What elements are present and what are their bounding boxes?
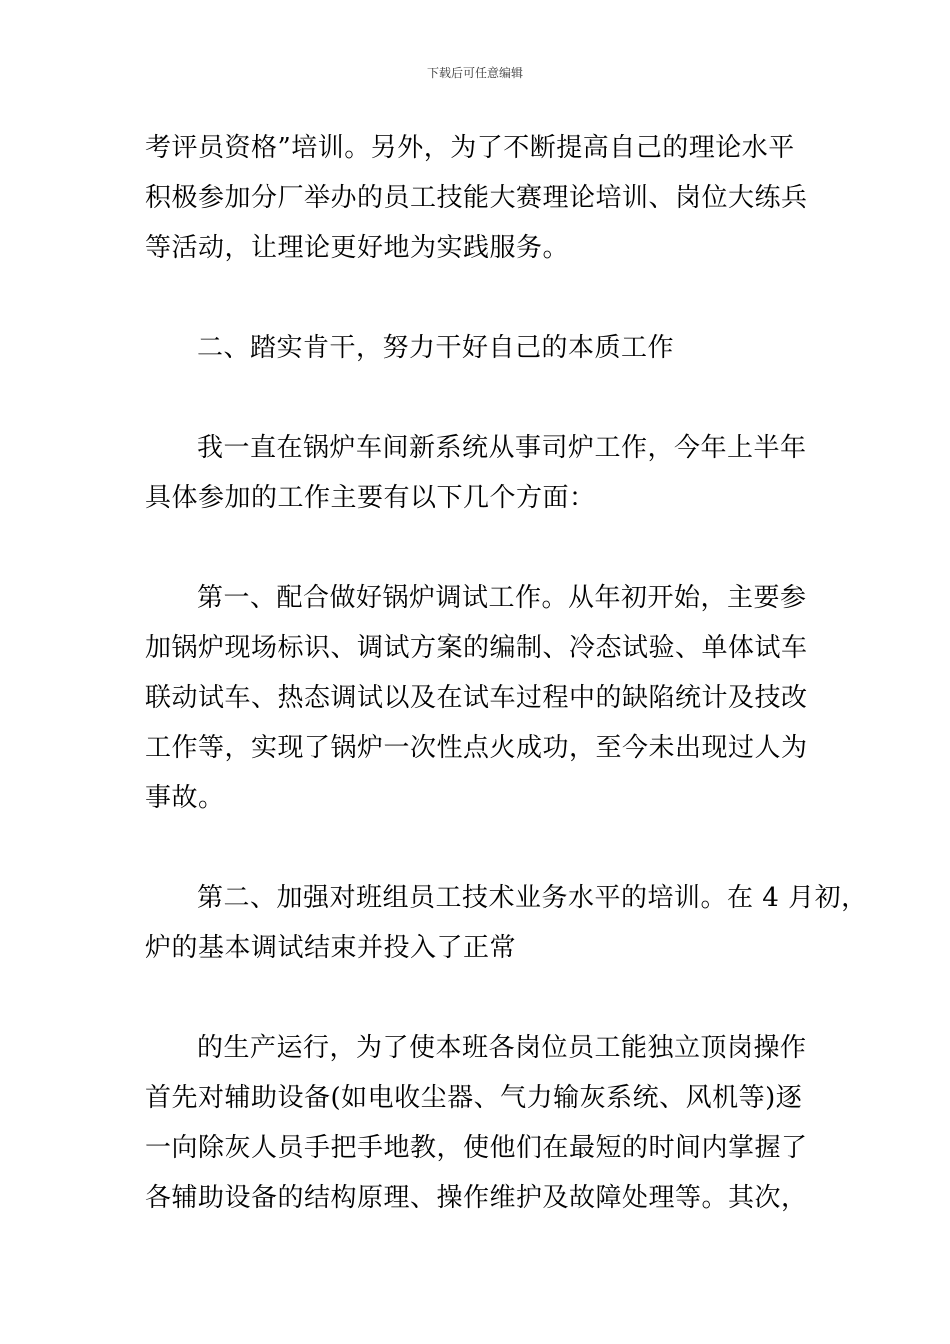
text-line: 事故。 <box>145 783 225 813</box>
text-line: 积极参加分厂举办的员工技能大赛理论培训、岗位大练兵 <box>145 183 808 213</box>
text-line: 工作等，实现了锅炉一次性点火成功，至今未出现过人为 <box>145 733 808 763</box>
text-line: 的生产运行，为了使本班各岗位员工能独立顶岗操作 <box>197 1033 807 1063</box>
text-line: 等活动，让理论更好地为实践服务。 <box>145 233 570 263</box>
text-line: 联动试车、热态调试以及在试车过程中的缺陷统计及技改 <box>145 683 808 713</box>
text-line: 第二、加强对班组员工技术业务水平的培训。在 4 月初， <box>197 883 868 913</box>
text-line: 首先对辅助设备(如电收尘器、气力输灰系统、风机等)逐 <box>145 1083 803 1113</box>
text-line: 具体参加的工作主要有以下几个方面： <box>145 483 596 513</box>
page-header: 下载后可任意编辑 <box>426 66 523 80</box>
text-line: 我一直在锅炉车间新系统从事司炉工作，今年上半年 <box>197 433 807 463</box>
text-line: 一向除灰人员手把手地教，使他们在最短的时间内掌握了 <box>145 1133 808 1163</box>
text-line: 考评员资格”培训。另外，为了不断提高自己的理论水平 <box>145 133 795 163</box>
text-line: 第一、配合做好锅炉调试工作。从年初开始，主要参 <box>197 583 807 613</box>
section-heading: 二、踏实肯干，努力干好自己的本质工作 <box>197 333 675 363</box>
text-line: 各辅助设备的结构原理、操作维护及故障处理等。其次， <box>145 1183 808 1213</box>
text-line: 加锅炉现场标识、调试方案的编制、冷态试验、单体试车 <box>145 633 808 663</box>
text-line: 炉的基本调试结束并投入了正常 <box>145 933 517 963</box>
